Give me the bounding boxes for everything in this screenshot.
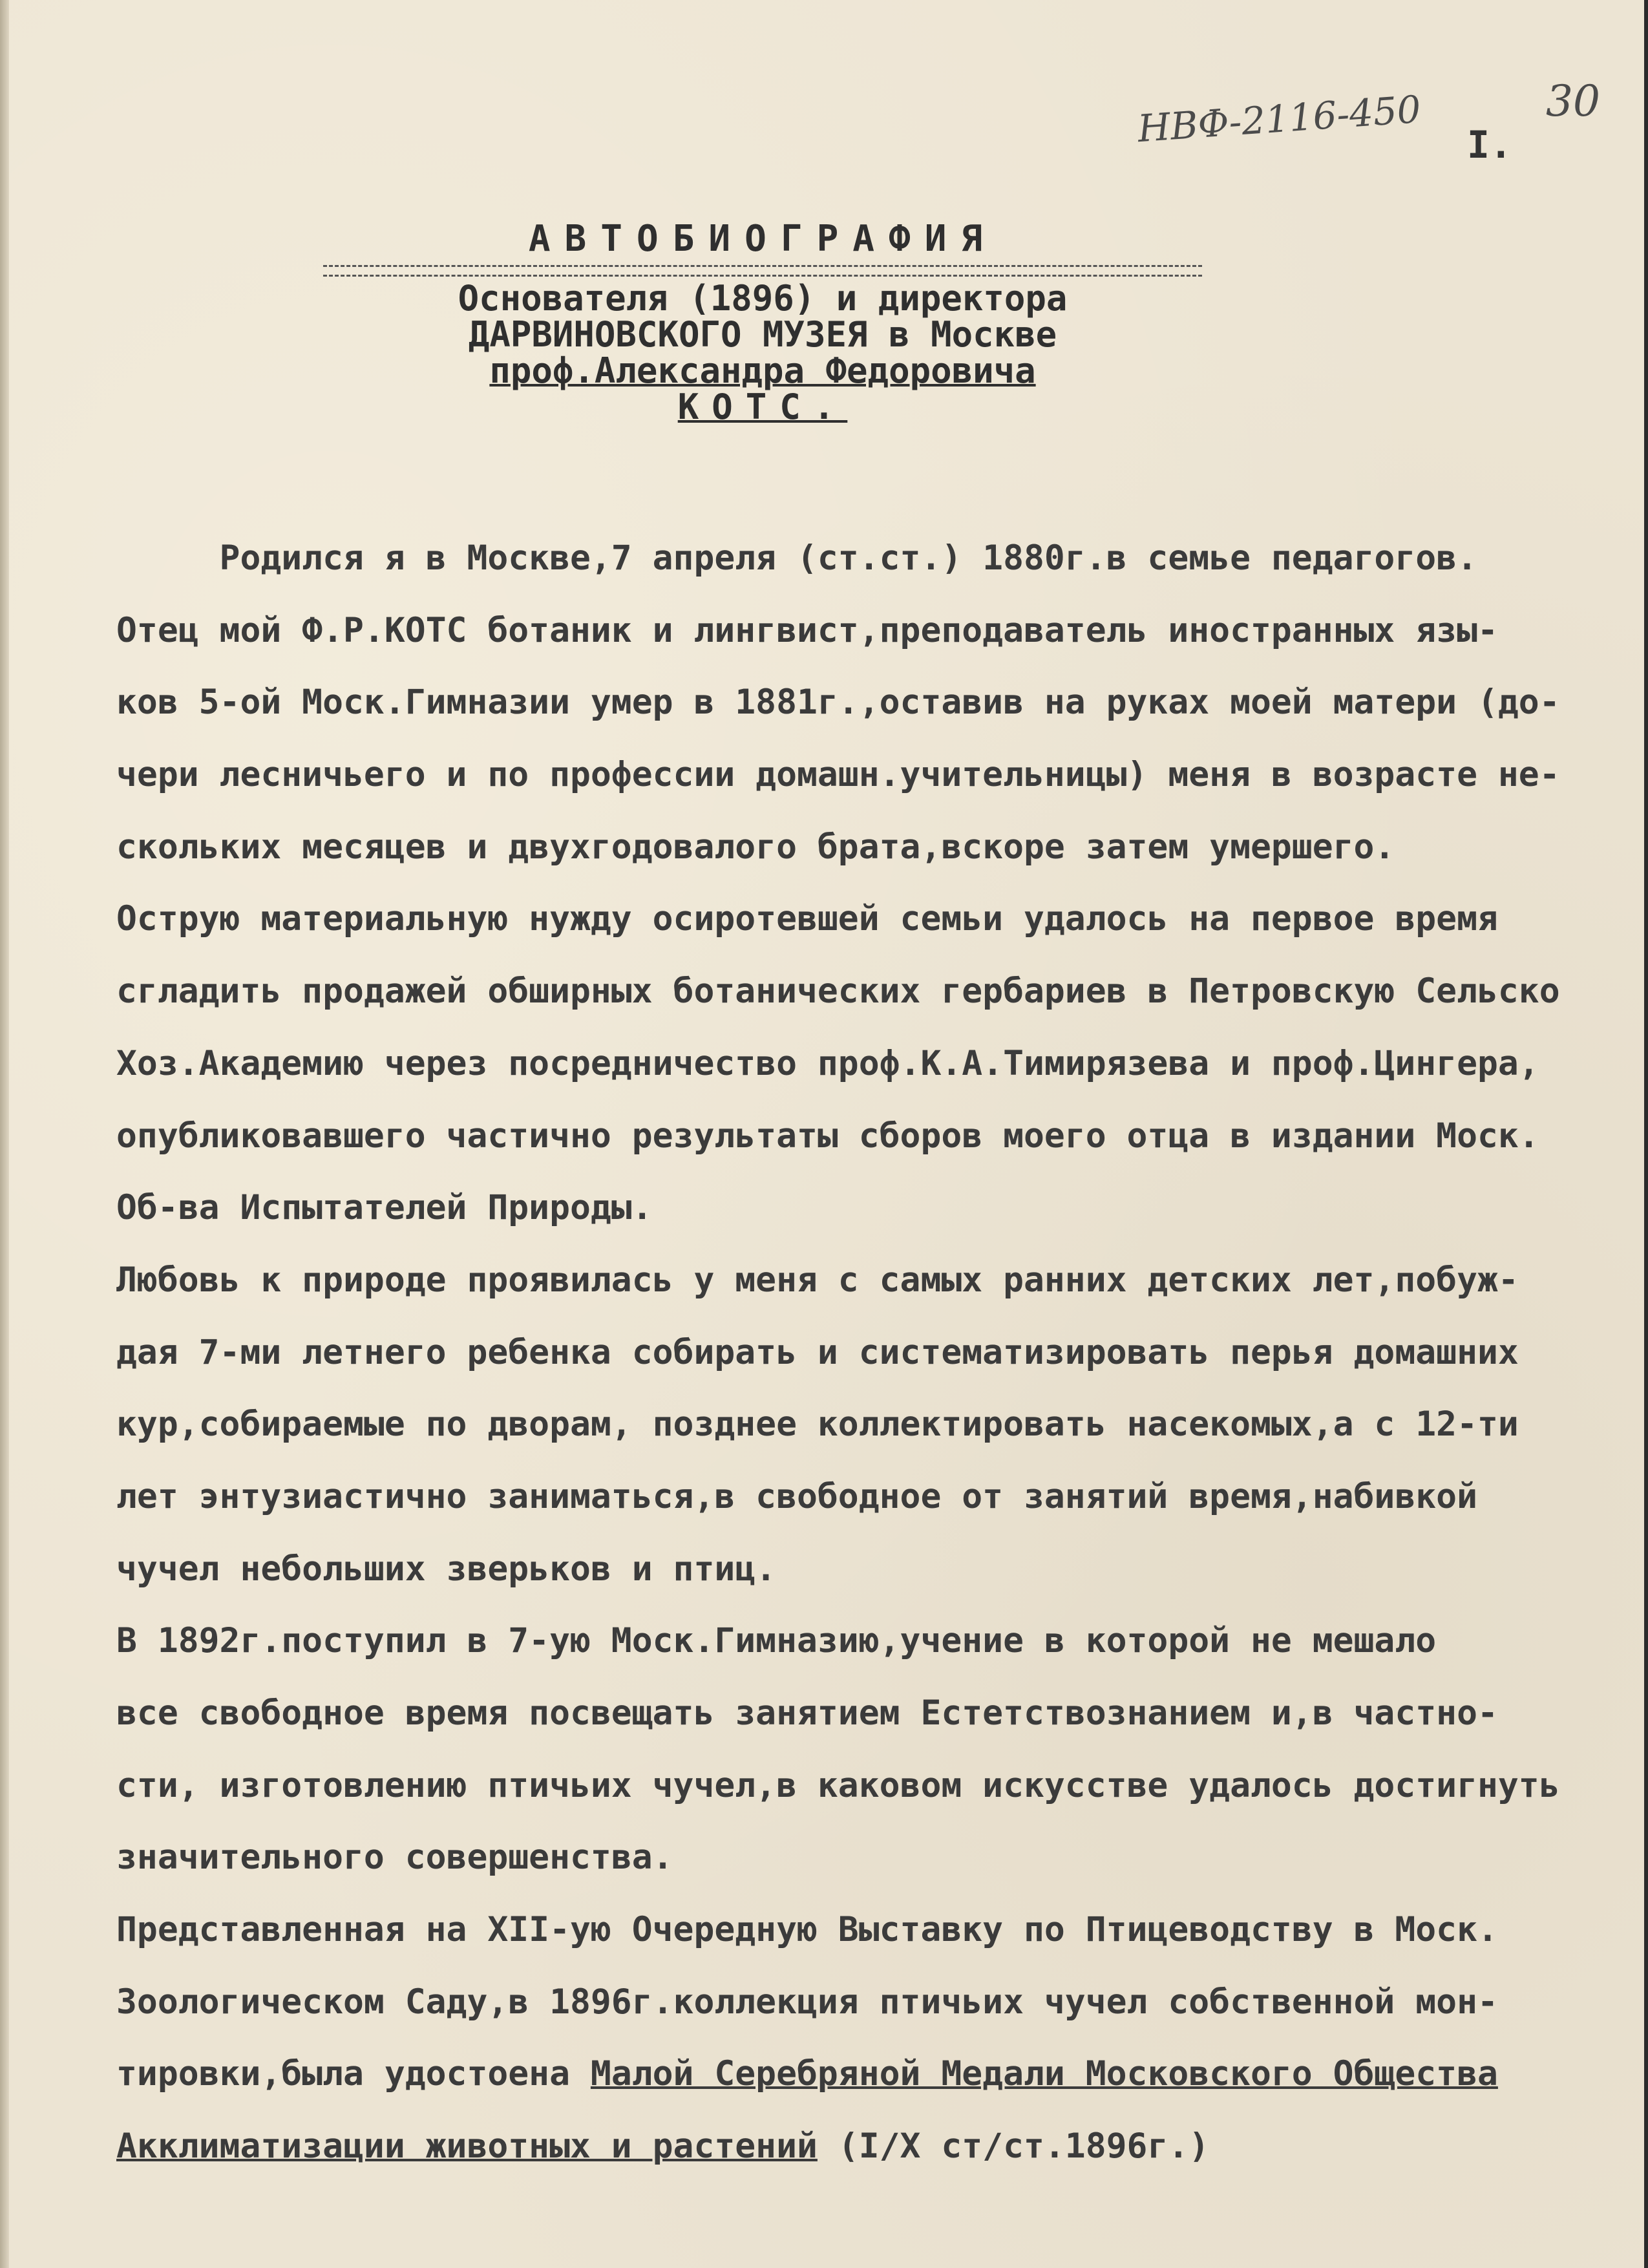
body-line: Об-ва Испытателей Природы.	[116, 1188, 653, 1228]
subtitle-line-2: ДАРВИНОВСКОГО МУЗЕЯ в Москве	[468, 314, 1057, 355]
body-line-award-continued	[116, 2110, 1603, 2183]
body-line: Отец мой Ф.Р.КОТС ботаник и лингвист,преподаватель иностранных язы-	[116, 610, 1498, 650]
body-line: значительного совершенства.	[116, 1838, 673, 1878]
handwritten-archive-code: НВФ-2116-450	[1136, 87, 1422, 151]
award-name-part-1: Малой Серебряной Медали Московского Общества	[590, 2054, 1498, 2094]
body-line: скольких месяцев и двухгодовалого брата,вскоре затем умершего.	[116, 827, 1395, 867]
body-text	[116, 522, 1603, 2183]
award-date: (I/X ст/ст.1896г.)	[817, 2126, 1210, 2167]
body-line: Родился я в Москве,7 апреля (ст.ст.) 1880г.в семье педагогов.	[116, 538, 1477, 578]
body-line: кур,собираемые по дворам, позднее коллектировать насекомых,а с 12-ти	[116, 1404, 1519, 1445]
body-line: ков 5-ой Моск.Гимназии умер в 1881г.,оставив на руках моей матери (до-	[116, 683, 1560, 723]
body-line: лет энтузиастично заниматься,в свободное от занятий время,набивкой	[116, 1476, 1477, 1516]
body-line: Хоз.Академию через посредничество проф.К.А.Тимирязева и проф.Цингера,	[116, 1043, 1539, 1083]
body-line: сти, изготовлению птичьих чучел,в каковом искусстве удалось достигнуть	[116, 1765, 1560, 1805]
title-block	[310, 213, 1215, 425]
body-line: опубликовавшего частично результаты сборов моего отца в издании Моск.	[116, 1116, 1539, 1156]
body-line: дая 7-ми летнего ребенка собирать и систематизировать перья домашних	[116, 1332, 1519, 1372]
body-line: В 1892г.поступил в 7-ую Моск.Гимназию,учение в которой не мешало	[116, 1621, 1437, 1661]
body-line: чери лесничьего и по профессии домашн.учительницы) меня в возрасте не-	[116, 755, 1560, 795]
body-line-award-prefix: тировки,была удостоена	[116, 2054, 591, 2094]
body-line: чучел небольших зверьков и птиц.	[116, 1549, 777, 1589]
body-line-award	[116, 2038, 1603, 2110]
body-line: сгладить продажей обширных ботанических гербариев в Петровскую Сельско	[116, 971, 1560, 1012]
title-double-rule	[323, 265, 1202, 277]
paper-edge-left	[0, 0, 9, 2268]
subtitle-line-1: Основателя (1896) и директора	[458, 278, 1068, 319]
paper-edge-right	[1644, 0, 1648, 2268]
subtitle-line-3: проф.Александра Федоровича	[489, 350, 1036, 391]
handwritten-leaf-number: 30	[1546, 76, 1600, 126]
body-line: все свободное время посвещать занятием Естетствознанием и,в частно-	[116, 1693, 1498, 1733]
body-line: Представленная на XII-ую Очередную Выставку по Птицеводству в Моск.	[116, 1910, 1498, 1950]
body-line: Любовь к природе проявилась у меня с самых ранних детских лет,побуж-	[116, 1260, 1519, 1300]
document-title: АВТОБИОГРАФИЯ	[528, 218, 997, 260]
body-line: Острую материальную нужду осиротевшей семьи удалось на первое время	[116, 899, 1498, 939]
body-line: Зоологическом Саду,в 1896г.коллекция птичьих чучел собственной мон-	[116, 1982, 1498, 2022]
subtitle-author-surname: КОТС.	[677, 387, 848, 427]
page-number: I.	[1467, 123, 1512, 167]
award-name-part-2: Акклиматизации животных и растений	[116, 2126, 818, 2167]
